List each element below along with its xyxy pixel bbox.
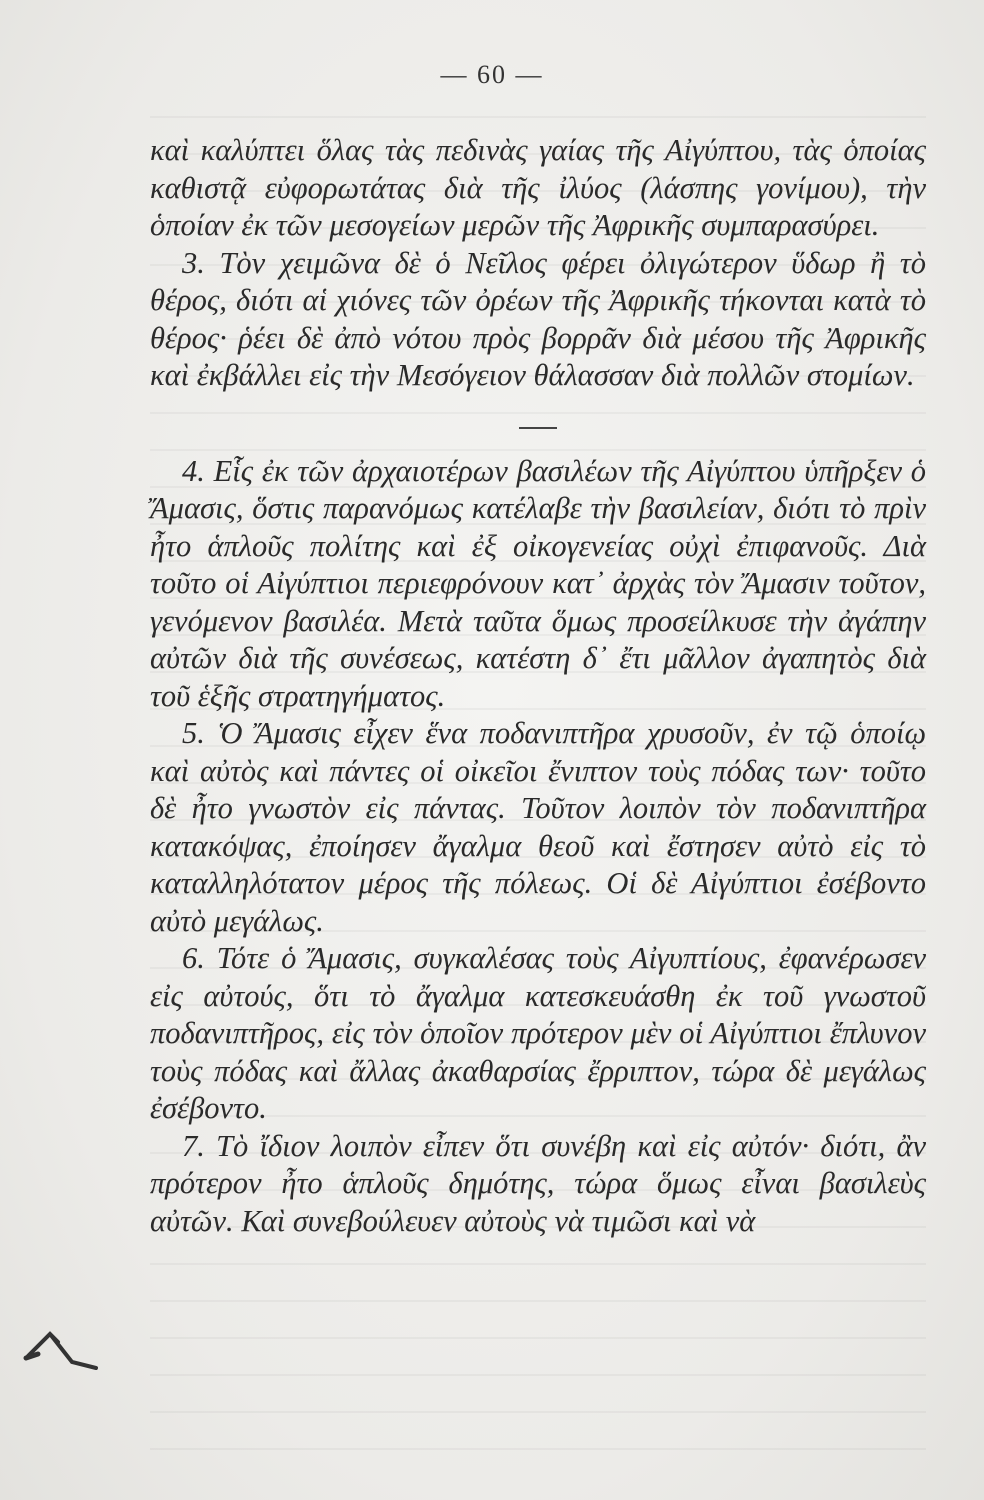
body-text (150, 132, 926, 1240)
paragraph-continuation: καὶ καλύπτει ὅλας τὰς πεδινὰς γαίας τῆς Αἰγύπτου, τὰς ὁποίας καθιστᾷ εὐφορωτάτας διὰ τῆς ἰλύος (λάσπης γονίμου), τὴν ὁποίαν ἐκ τῶν μεσογείων μερῶν τῆς Ἀφρικῆς συμπαρασύρει. (150, 133, 926, 242)
section-divider (519, 427, 557, 429)
paragraph-7: 7. Τὸ ἴδιον λοιπὸν εἶπεν ὅτι συνέβη καὶ εἰς αὐτόν· διότι, ἂν πρότερον ἦτο ἁπλοῦς δημότης, τώρα ὅμως εἶναι βασιλεὺς αὐτῶν. Καὶ συνεβούλευεν αὐτοὺς νὰ τιμῶσι καὶ νὰ (150, 1128, 926, 1238)
paragraph-4: 4. Εἷς ἐκ τῶν ἀρχαιοτέρων βασιλέων τῆς Αἰγύπτου ὑπῆρξεν ὁ Ἄμασις, ὅστις παρανόμως κατέλαβε τὴν βασιλείαν, διότι τὸ πρὶν ἦτο ἁπλοῦς πολίτης καὶ ἐξ οἰκογενείας οὐχὶ ἐπιφανοῦς. Διὰ τοῦτο οἱ Αἰγύπτιοι περιεφρόνουν κατ᾽ ἀρχὰς τὸν Ἄμασιν τοῦτον, γενόμενον βασιλέα. Μετὰ ταῦτα ὅμως προσείλκυσε τὴν ἀγάπην αὐτῶν διὰ τῆς συνέσεως, κατέστη δ᾽ ἔτι μᾶλλον ἀγαπητὸς διὰ τοῦ ἑξῆς στρατηγήματος. (150, 453, 926, 713)
paragraph-5: 5. Ὁ Ἄμασις εἶχεν ἕνα ποδανιπτῆρα χρυσοῦν, ἐν τῷ ὁποίῳ καὶ αὐτὸς καὶ πάντες οἱ οἰκεῖοι ἔνιπτον τοὺς πόδας των· τοῦτο δὲ ἦτο γνωστὸν εἰς πάντας. Τοῦτον λοιπὸν τὸν ποδανιπτῆρα κατακόψας, ἐποίησεν ἄγαλμα θεοῦ καὶ ἔστησεν αὐτὸ εἰς τὸ καταλληλότατον μέρος τῆς πόλεως. Οἱ δὲ Αἰγύπτιοι ἐσέβοντο αὐτὸ μεγάλως. (150, 716, 926, 938)
page-number: — 60 — (440, 60, 544, 89)
paragraph-3: 3. Τὸν χειμῶνα δὲ ὁ Νεῖλος φέρει ὀλιγώτερον ὕδωρ ἢ τὸ θέρος, διότι αἱ χιόνες τῶν ὀρέων τῆς Ἀφρικῆς τήκονται κατὰ τὸ θέρος· ῥέει δὲ ἀπὸ νότου πρὸς βορρᾶν διὰ μέσου τῆς Ἀφρικῆς καὶ ἐκβάλλει εἰς τὴν Μεσόγειον θάλασσαν διὰ πολλῶν στομίων. (150, 245, 926, 392)
margin-ink-mark (20, 1318, 100, 1378)
paragraph-6: 6. Τότε ὁ Ἄμασις, συγκαλέσας τοὺς Αἰγυπτίους, ἐφανέρωσεν εἰς αὐτούς, ὅτι τὸ ἄγαλμα κατεσκευάσθη ἐκ τοῦ γνωστοῦ ποδανιπτῆρος, εἰς τὸν ὁποῖον πρότερον μὲν οἱ Αἰγύπτιοι ἔπλυνον τοὺς πόδας καὶ ἄλλας ἀκαθαρσίας ἔρριπτον, τώρα δὲ μεγάλως ἐσέβοντο. (150, 941, 926, 1125)
